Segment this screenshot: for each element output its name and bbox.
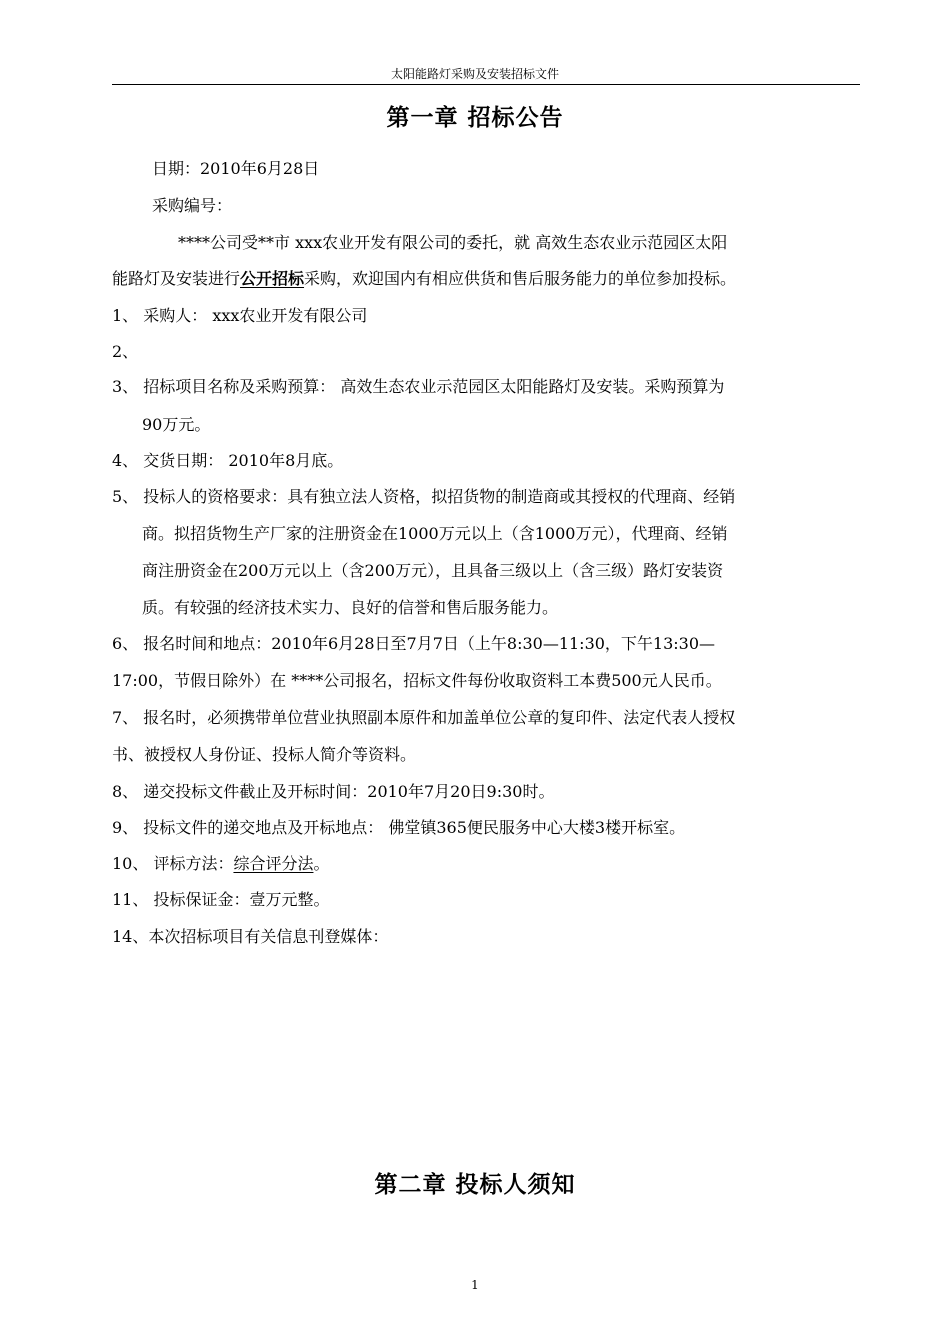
purchase-number-line: 采购编号： xyxy=(152,196,233,215)
chapter-2-title: 第二章 投标人须知 xyxy=(374,1172,576,1198)
item-6-registration: 6、 报名时间和地点：2010年6月28日至7月7日（上午8:30—11:30，下午13:30— xyxy=(112,634,716,653)
page-number: 1 xyxy=(471,1278,479,1292)
item-10-post: 。 xyxy=(313,854,330,873)
item-5-line-3: 商注册资金在200万元以上（含200万元），且具备三级以上（含三级）路灯安装资 xyxy=(142,561,724,580)
item-2: 2、 xyxy=(112,342,139,361)
item-11-deposit: 11、 投标保证金：壹万元整。 xyxy=(112,890,330,909)
item-5-line-4: 质。有较强的经济技术实力、良好的信誉和售后服务能力。 xyxy=(142,598,559,617)
header-rule xyxy=(112,84,860,85)
item-8-deadline: 8、 递交投标文件截止及开标时间：2010年7月20日9:30时。 xyxy=(112,782,555,801)
evaluation-method: 综合评分法 xyxy=(233,854,314,873)
intro-line-1: ****公司受**市 xxx农业开发有限公司的委托，就 高效生态农业示范园区太阳 xyxy=(178,233,728,252)
item-3-project-budget: 3、 招标项目名称及采购预算： 高效生态农业示范园区太阳能路灯及安装。采购预算为 xyxy=(112,377,725,396)
item-1-purchaser: 1、 采购人： xxx农业开发有限公司 xyxy=(112,306,368,325)
item-9-location: 9、 投标文件的递交地点及开标地点： 佛堂镇365便民服务中心大楼3楼开标室。 xyxy=(112,818,686,837)
item-10-pre: 10、 评标方法： xyxy=(112,854,234,873)
item-5-line-2: 商。拟招货物生产厂家的注册资金在1000万元以上（含1000万元），代理商、经销 xyxy=(142,524,728,543)
open-tender-term: 公开招标 xyxy=(240,269,305,288)
intro-line-2 xyxy=(112,269,736,289)
item-3-continued: 90万元。 xyxy=(142,415,211,434)
item-7-documents: 7、 报名时，必须携带单位营业执照副本原件和加盖单位公章的复印件、法定代表人授权 xyxy=(112,708,736,727)
intro-line-2-pre: 能路灯及安装进行 xyxy=(112,269,241,288)
date-line: 日期：2010年6月28日 xyxy=(152,159,320,178)
intro-line-2-post: 采购，欢迎国内有相应供货和售后服务能力的单位参加投标。 xyxy=(304,269,737,288)
item-5-qualification: 5、 投标人的资格要求：具有独立法人资格，拟招货物的制造商或其授权的代理商、经销 xyxy=(112,487,736,506)
item-10-evaluation xyxy=(112,854,329,874)
chapter-1-title: 第一章 招标公告 xyxy=(386,105,564,131)
running-header: 太阳能路灯采购及安装招标文件 xyxy=(390,67,559,81)
item-14-media: 14、本次招标项目有关信息刊登媒体： xyxy=(112,927,389,946)
item-4-delivery-date: 4、 交货日期： 2010年8月底。 xyxy=(112,451,344,470)
item-7-line-2: 书、被授权人身份证、投标人简介等资料。 xyxy=(112,745,417,764)
item-6-line-2: 17:00，节假日除外）在 ****公司报名，招标文件每份收取资料工本费500元人民币。 xyxy=(112,671,722,690)
